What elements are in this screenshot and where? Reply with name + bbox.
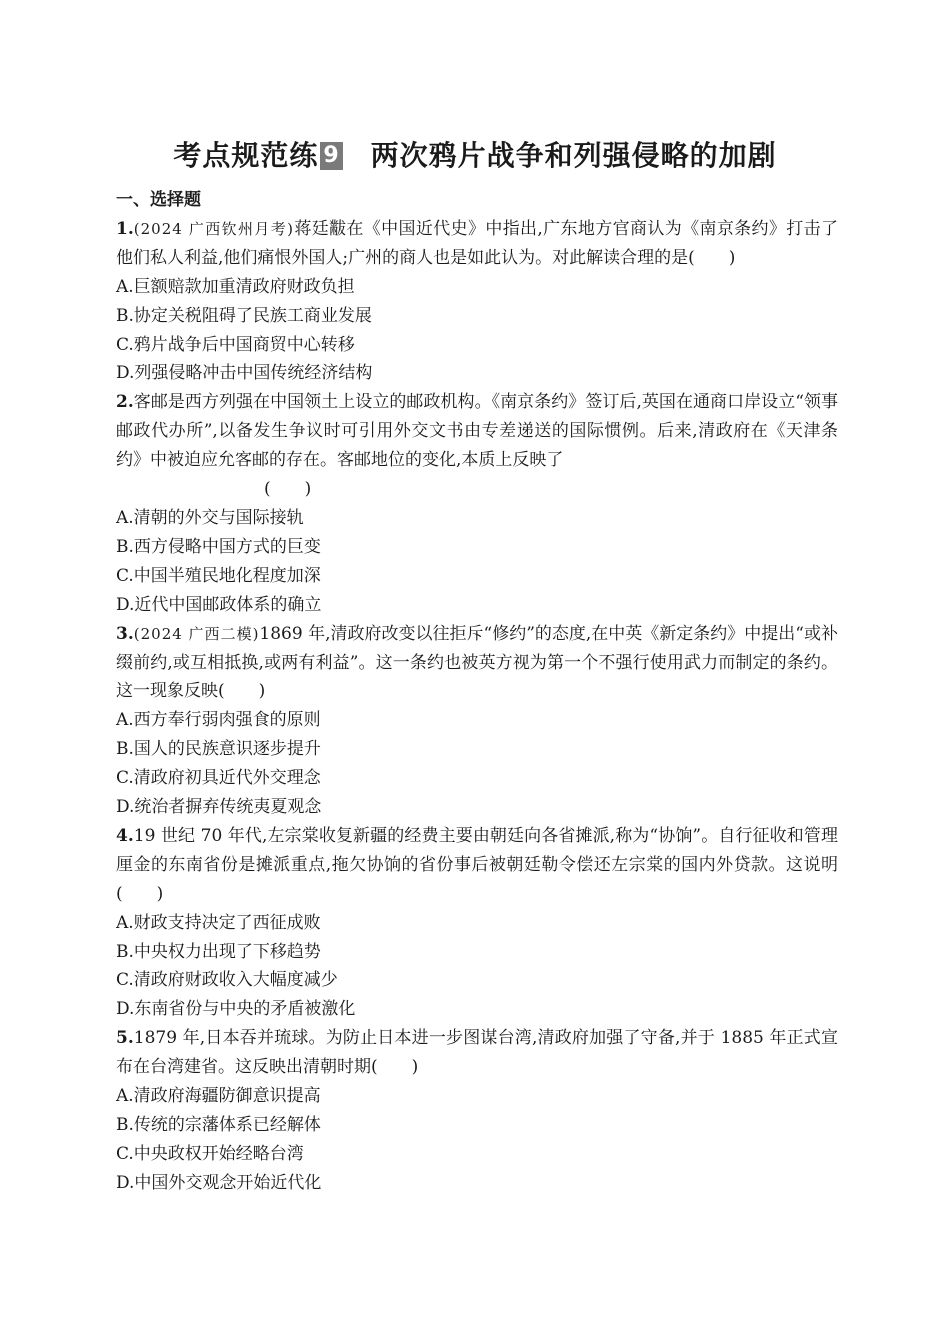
question-text: 客邮是西方列强在中国领土上设立的邮政机构。《南京条约》签订后,英国在通商口岸设立“领事邮政代办所”,以备发生争议时可引用外交文书由专差递送的国际惯例。后来,清政府在《天津条约》中被迫应允客邮的存在。客邮地位的变化,本质上反映了 bbox=[116, 392, 838, 471]
question-stem: 2.客邮是西方列强在中国领土上设立的邮政机构。《南京条约》签订后,英国在通商口岸设立“领事邮政代办所”,以备发生争议时可引用外交文书由专差递送的国际惯例。后来,清政府在《天津条约》中被迫应允客邮的存在。客邮地位的变化,本质上反映了 bbox=[116, 392, 838, 471]
answer-blank: ( ) bbox=[116, 883, 164, 904]
question-number: 3 bbox=[116, 623, 128, 644]
question-4 bbox=[116, 822, 838, 1024]
option-a: A.财政支持决定了西征成败 bbox=[116, 912, 321, 933]
option-d: D.统治者摒弃传统夷夏观念 bbox=[116, 797, 322, 818]
section-heading: 一、选择题 bbox=[116, 190, 201, 210]
answer-blank: ( ) bbox=[688, 247, 736, 268]
option-c: C.清政府财政收入大幅度减少 bbox=[116, 970, 338, 991]
answer-blank: ( ) bbox=[371, 1057, 419, 1078]
question-source: (2024 广西二模) bbox=[133, 624, 260, 643]
option-a: A.巨额赔款加重清政府财政负担 bbox=[116, 276, 355, 297]
option-b: B.中央权力出现了下移趋势 bbox=[116, 941, 321, 962]
answer-blank: ( ) bbox=[218, 681, 266, 702]
option-b: B.国人的民族意识逐步提升 bbox=[116, 739, 321, 760]
title-prefix: 考点规范练 bbox=[173, 139, 319, 172]
question-stem: 4.19 世纪 70 年代,左宗棠收复新疆的经费主要由朝廷向各省摊派,称为“协饷”。自行征收和管理厘金的东南省份是摊派重点,拖欠协饷的省份事后被朝廷勒令偿还左宗棠的国内外贷款。这说明( ) bbox=[116, 825, 838, 904]
question-source: (2024 广西钦州月考) bbox=[133, 219, 294, 238]
option-b: B.西方侵略中国方式的巨变 bbox=[116, 536, 321, 557]
option-a: A.清政府海疆防御意识提高 bbox=[116, 1086, 321, 1107]
option-d: D.列强侵略冲击中国传统经济结构 bbox=[116, 363, 373, 384]
question-text: 1879 年,日本吞并琉球。为防止日本进一步图谋台湾,清政府加强了守备,并于 1885 年正式宣布在台湾建省。这反映出清朝时期 bbox=[116, 1028, 838, 1078]
option-d: D.东南省份与中央的矛盾被激化 bbox=[116, 999, 356, 1020]
question-3 bbox=[116, 620, 838, 822]
question-number: 2 bbox=[116, 392, 128, 413]
option-c: C.鸦片战争后中国商贸中心转移 bbox=[116, 334, 355, 355]
question-text: 1869 年,清政府改变以往拒斥“修约”的态度,在中英《新定条约》中提出“或补缀前约,或互相抵换,或两有利益”。这一条约也被英方视为第一个不强行使用武力而制定的条约。这一现象反映 bbox=[116, 623, 838, 702]
question-number: 5 bbox=[116, 1028, 128, 1049]
option-a: A.西方奉行弱肉强食的原则 bbox=[116, 710, 321, 731]
question-stem: 3.(2024 广西二模)1869 年,清政府改变以往拒斥“修约”的态度,在中英《新定条约》中提出“或补缀前约,或互相抵换,或两有利益”。这一条约也被英方视为第一个不强行使用武力而制定的条约。这一现象反映( ) bbox=[116, 623, 838, 702]
question-number: 1 bbox=[116, 218, 128, 239]
question-2 bbox=[116, 388, 838, 619]
option-d: D.中国外交观念开始近代化 bbox=[116, 1172, 322, 1193]
option-b: B.传统的宗藩体系已经解体 bbox=[116, 1115, 321, 1135]
question-number: 4 bbox=[116, 825, 128, 846]
title-number-badge: 9 bbox=[320, 142, 342, 170]
question-list bbox=[116, 186, 838, 1198]
option-c: C.中央政权开始经略台湾 bbox=[116, 1143, 304, 1164]
title-topic: 两次鸦片战争和列强侵略的加剧 bbox=[370, 139, 777, 172]
question-5 bbox=[116, 1024, 838, 1197]
option-d: D.近代中国邮政体系的确立 bbox=[116, 594, 322, 615]
page-title bbox=[0, 138, 950, 174]
option-c: C.清政府初具近代外交理念 bbox=[116, 768, 321, 789]
answer-blank: ( ) bbox=[264, 479, 312, 500]
question-1 bbox=[116, 215, 838, 388]
question-text: 19 世纪 70 年代,左宗棠收复新疆的经费主要由朝廷向各省摊派,称为“协饷”。自行征收和管理厘金的东南省份是摊派重点,拖欠协饷的省份事后被朝廷勒令偿还左宗棠的国内外贷款。这说明 bbox=[116, 825, 838, 875]
option-a: A.清朝的外交与国际接轨 bbox=[116, 507, 304, 528]
option-b: B.协定关税阻碍了民族工商业发展 bbox=[116, 305, 372, 326]
question-text: 蒋廷黻在《中国近代史》中指出,广东地方官商认为《南京条约》打击了他们私人利益,他们痛恨外国人;广州的商人也是如此认为。对此解读合理的是 bbox=[116, 218, 838, 268]
question-stem: 1.(2024 广西钦州月考)蒋廷黻在《中国近代史》中指出,广东地方官商认为《南京条约》打击了他们私人利益,他们痛恨外国人;广州的商人也是如此认为。对此解读合理的是( ) bbox=[116, 218, 838, 268]
option-c: C.中国半殖民地化程度加深 bbox=[116, 565, 321, 586]
question-stem: 5.1879 年,日本吞并琉球。为防止日本进一步图谋台湾,清政府加强了守备,并于 1885 年正式宣布在台湾建省。这反映出清朝时期( ) bbox=[116, 1028, 838, 1078]
